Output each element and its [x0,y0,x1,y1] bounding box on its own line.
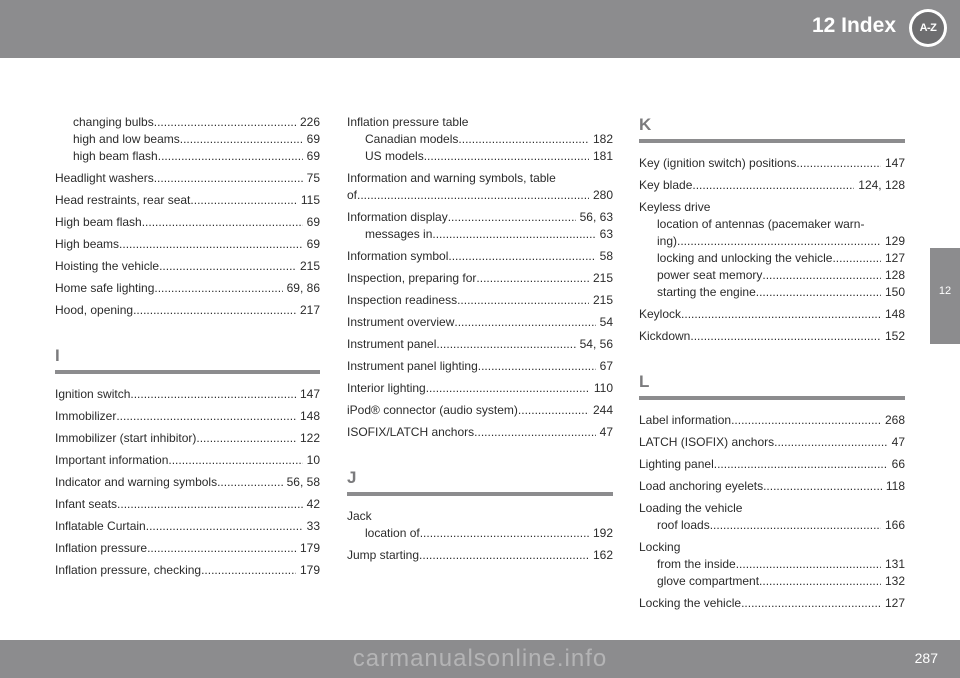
leader-dots [154,280,282,297]
index-entry-group [55,474,320,491]
leader-dots [731,412,881,429]
leader-dots [424,148,589,165]
az-index-icon [909,9,947,47]
page-reference: 75 [306,171,320,185]
index-entry-group [639,328,905,345]
page-reference: 124, 128 [858,178,905,192]
index-subentry [639,556,905,573]
chapter-side-tab [930,248,960,344]
index-entry [639,434,905,451]
index-entry [55,408,320,425]
index-subentry [639,267,905,284]
index-entry [55,540,320,557]
index-entry [347,270,613,287]
index-entry-group [347,336,613,353]
index-entry-group [347,358,613,375]
index-letter-heading [639,114,905,143]
index-entry [639,595,905,612]
leader-dots [426,380,590,397]
index-subentry [639,284,905,301]
leader-dots [759,573,881,590]
leader-dots [677,233,881,250]
index-entry-group [55,236,320,253]
leader-dots [756,284,881,301]
entry-text: Immobilizer [55,409,117,423]
entry-text: Indicator and warning symbols [55,475,218,489]
page-reference: 150 [884,285,905,299]
letter-label: I [55,346,60,365]
index-entry [55,236,320,253]
leader-dots [478,358,596,375]
page-reference: 47 [891,435,905,449]
index-entry-group [639,500,905,534]
index-entry-group [347,380,613,397]
index-subentry [55,131,320,148]
entry-text: Immobilizer (start inhibitor) [55,431,197,445]
entry-text: Inflatable Curtain [55,519,146,533]
entry-text: Instrument panel [347,337,437,351]
page-reference: 118 [885,479,905,493]
index-entry [347,547,613,564]
leader-dots [146,518,303,535]
leader-dots [710,517,881,534]
leader-dots [763,478,882,495]
index-entry-group [55,302,320,319]
index-entry-group [55,408,320,425]
page-reference: 115 [300,193,320,207]
index-subentry [347,131,613,148]
entry-text: ISOFIX/LATCH anchors [347,425,475,439]
leader-dots [432,226,595,243]
page-reference: 69 [306,237,320,251]
letter-divider [55,370,320,374]
entry-text: Important information [55,453,169,467]
index-entry-group [639,412,905,429]
index-entry [347,424,613,441]
page-reference: 127 [884,251,905,265]
index-entry-group [55,430,320,447]
index-entry-group [55,258,320,275]
entry-text: Infant seats [55,497,118,511]
index-entry [347,336,613,353]
leader-dots [190,192,296,209]
index-entry-group [347,292,613,309]
index-entry [639,500,905,517]
index-entry [55,518,320,535]
entry-text: Head restraints, rear seat [55,193,191,207]
page-reference: 132 [884,574,905,588]
index-entry [639,478,905,495]
index-entry [347,170,613,187]
index-entry-group [347,248,613,265]
index-entry-group [55,386,320,403]
leader-dots [692,177,854,194]
page-reference: 280 [592,188,613,202]
page-reference: 69 [306,215,320,229]
index-subentry [55,114,320,131]
index-subentry [639,233,905,250]
index-subentry [639,216,905,233]
index-column-2 [347,114,613,569]
index-entry [347,209,613,226]
index-entry [55,474,320,491]
index-subentry [347,148,613,165]
page-reference: 110 [593,381,613,395]
entry-text: LATCH (ISOFIX) anchors [639,435,775,449]
entry-text: Information display [347,210,448,224]
page-reference: 162 [592,548,613,562]
az-badge-label: A-Z [912,12,944,44]
leader-dots [117,496,303,513]
index-entry-group [347,114,613,165]
leader-dots [357,187,589,204]
entry-text: Load anchoring eyelets [639,479,764,493]
index-entry [639,177,905,194]
page-reference: 179 [299,541,320,555]
entry-text: Inflation pressure, checking [55,563,202,577]
index-entry-group [55,518,320,535]
index-subentry [347,525,613,542]
index-subentry [55,148,320,165]
leader-dots [116,408,296,425]
letter-divider [347,492,613,496]
index-letter-heading [639,371,905,400]
page-reference: 66 [891,457,905,471]
index-entry-group [639,539,905,590]
leader-dots [119,236,303,253]
page-reference: 244 [592,403,613,417]
page-reference: 179 [299,563,320,577]
index-entry [347,114,613,131]
leader-dots [147,540,296,557]
leader-dots [762,267,881,284]
entry-text: ing) [657,234,678,248]
index-entry-group [55,170,320,187]
leader-dots [159,258,296,275]
index-entry [639,199,905,216]
leader-dots [196,430,296,447]
index-column-1 [55,114,320,584]
leader-dots [419,547,589,564]
index-entry [55,430,320,447]
leader-dots [130,386,296,403]
leader-dots [154,114,296,131]
page-reference: 217 [299,303,320,317]
entry-text: Ignition switch [55,387,131,401]
entry-text: Inflation pressure table [347,115,469,129]
index-entry-group [55,114,320,165]
page-reference: 182 [592,132,613,146]
leader-dots [736,556,881,573]
entry-text: Locking [639,540,681,554]
page-reference: 127 [884,596,905,610]
index-entry [55,562,320,579]
index-entry-group [347,547,613,564]
entry-text: Information and warning symbols, table [347,171,556,185]
entry-text: Keylock [639,307,682,321]
page-reference: 129 [884,234,905,248]
page-reference: 69 [306,149,320,163]
entry-text: Canadian models [365,132,459,146]
leader-dots [436,336,575,353]
chapter-tab-number: 12 [938,285,952,297]
entry-text: Hoisting the vehicle [55,259,160,273]
page-reference: 58 [599,249,613,263]
page-number: 287 [914,650,938,666]
watermark: carmanualsonline.info [352,645,608,672]
page-reference: 147 [884,156,905,170]
index-entry-group [347,209,613,243]
entry-text: roof loads [657,518,710,532]
leader-dots [154,170,303,187]
leader-dots [448,248,595,265]
index-entry [347,508,613,525]
index-entry-group [639,478,905,495]
leader-dots [741,595,881,612]
entry-text: Locking the vehicle [639,596,742,610]
index-letter-heading [55,345,320,374]
page-reference: 67 [599,359,613,373]
entry-text: Kickdown [639,329,691,343]
leader-dots [774,434,888,451]
index-entry-group [347,424,613,441]
index-entry-group [347,170,613,204]
index-subentry [347,226,613,243]
leader-dots [448,209,576,226]
entry-text: US models [365,149,424,163]
index-entry [55,192,320,209]
index-entry-group [639,199,905,301]
leader-dots [476,270,589,287]
entry-text: Jack [347,509,372,523]
entry-text: locking and unlocking the vehicle [657,251,833,265]
page-reference: 226 [299,115,320,129]
entry-text: changing bulbs [73,115,154,129]
index-entry-group [55,496,320,513]
entry-text: Lighting panel [639,457,714,471]
entry-text: Interior lighting [347,381,426,395]
page-reference: 166 [884,518,905,532]
index-entry [347,402,613,419]
index-subentry [639,573,905,590]
index-entry [55,452,320,469]
entry-text: Information symbol [347,249,449,263]
index-entry [347,314,613,331]
page-reference: 56, 63 [579,210,613,224]
leader-dots [217,474,283,491]
index-entry [639,306,905,323]
entry-text: of [347,188,358,202]
entry-text: Instrument overview [347,315,455,329]
page-reference: 69 [306,132,320,146]
index-entry-group [639,456,905,473]
index-entry [347,187,613,204]
index-entry-group [55,192,320,209]
index-entry [55,386,320,403]
chapter-title: 12 Index [811,14,896,37]
entry-text: Key blade [639,178,693,192]
index-entry-group [639,177,905,194]
leader-dots [457,292,589,309]
page-reference: 131 [884,557,905,571]
index-subentry [639,250,905,267]
index-subentry [639,517,905,534]
index-entry [55,170,320,187]
page-reference: 33 [306,519,320,533]
leader-dots [142,214,303,231]
entry-text: location of [365,526,420,540]
leader-dots [714,456,888,473]
index-entry [639,328,905,345]
page-reference: 122 [299,431,320,445]
letter-label: J [347,468,357,487]
page-reference: 215 [299,259,320,273]
leader-dots [201,562,296,579]
index-entry [347,380,613,397]
index-entry-group [55,540,320,557]
entry-text: Label information [639,413,732,427]
page-reference: 47 [599,425,613,439]
entry-text: Hood, opening [55,303,134,317]
page-reference: 148 [884,307,905,321]
entry-text: Keyless drive [639,200,711,214]
page-header [0,0,960,58]
leader-dots [180,131,303,148]
index-entry [55,496,320,513]
page-reference: 69, 86 [286,281,320,295]
page-reference: 215 [592,271,613,285]
index-entry [639,456,905,473]
entry-text: messages in [365,227,433,241]
index-entry-group [639,434,905,451]
entry-text: Inspection readiness [347,293,458,307]
index-entry-group [639,595,905,612]
index-entry [639,412,905,429]
leader-dots [474,424,595,441]
page-reference: 42 [306,497,320,511]
page-reference: 63 [599,227,613,241]
index-entry-group [55,562,320,579]
entry-text: high beam flash [73,149,158,163]
leader-dots [420,525,589,542]
entry-text: Home safe lighting [55,281,155,295]
index-entry [55,258,320,275]
entry-text: Jump starting [347,548,420,562]
index-entry-group [639,306,905,323]
leader-dots [158,148,303,165]
leader-dots [690,328,881,345]
page-reference: 148 [299,409,320,423]
page-reference: 268 [884,413,905,427]
entry-text: high and low beams [73,132,180,146]
page-reference: 147 [299,387,320,401]
leader-dots [832,250,881,267]
index-column-3 [639,114,905,617]
index-entry-group [55,452,320,469]
index-entry-group [347,270,613,287]
letter-label: L [639,372,650,391]
index-entry [639,155,905,172]
index-entry [347,248,613,265]
page-reference: 181 [592,149,613,163]
entry-text: from the inside [657,557,736,571]
leader-dots [458,131,589,148]
index-letter-heading [347,467,613,496]
entry-text: High beam flash [55,215,142,229]
index-entry-group [347,314,613,331]
index-entry [55,214,320,231]
entry-text: iPod® connector (audio system) [347,403,518,417]
page-reference: 54, 56 [579,337,613,351]
letter-label: K [639,115,652,134]
index-entry-group [347,508,613,542]
leader-dots [454,314,595,331]
page-reference: 56, 58 [286,475,320,489]
leader-dots [518,402,589,419]
entry-text: location of antennas (pacemaker warn- [657,217,865,231]
leader-dots [133,302,296,319]
page-reference: 152 [884,329,905,343]
index-entry [55,280,320,297]
index-entry [55,302,320,319]
index-entry-group [347,402,613,419]
index-entry-group [55,214,320,231]
letter-divider [639,139,905,143]
page-reference: 54 [599,315,613,329]
index-entry [347,292,613,309]
page-reference: 10 [306,453,320,467]
entry-text: Key (ignition switch) positions [639,156,797,170]
entry-text: starting the engine [657,285,756,299]
leader-dots [168,452,302,469]
leader-dots [681,306,881,323]
entry-text: Inflation pressure [55,541,148,555]
index-entry [639,539,905,556]
entry-text: Loading the vehicle [639,501,743,515]
index-entry-group [55,280,320,297]
entry-text: Inspection, preparing for [347,271,477,285]
page-reference: 128 [884,268,905,282]
entry-text: glove compartment [657,574,760,588]
page-reference: 215 [592,293,613,307]
entry-text: Headlight washers [55,171,154,185]
index-entry [347,358,613,375]
leader-dots [796,155,881,172]
letter-divider [639,396,905,400]
entry-text: Instrument panel lighting [347,359,478,373]
entry-text: High beams [55,237,120,251]
index-entry-group [639,155,905,172]
page-reference: 192 [592,526,613,540]
entry-text: power seat memory [657,268,763,282]
